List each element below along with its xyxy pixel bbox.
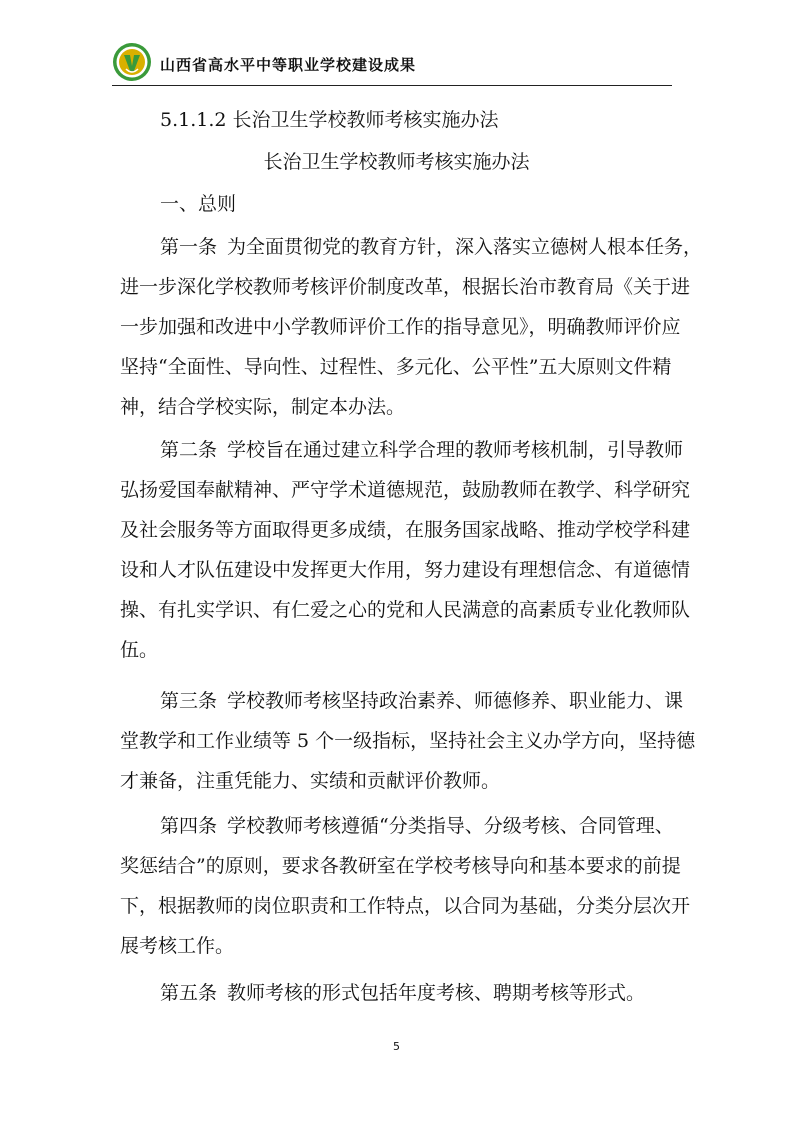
article-label: 第五条	[160, 982, 218, 1004]
header-divider	[112, 85, 672, 86]
article-line: 奖惩结合”的原则，要求各教研室在学校考核导向和基本要求的前提	[120, 855, 681, 877]
article-line: 操、有扎实学识、有仁爱之心的党和人民满意的高素质专业化教师队	[120, 599, 691, 621]
article-line: 一步加强和改进中小学教师评价工作的指导意见》，明确教师评价应	[120, 316, 681, 338]
article-5	[120, 973, 680, 1013]
article-line	[120, 227, 703, 267]
article-line: 下，根据教师的岗位职责和工作特点，以合同为基础，分类分层次开	[120, 895, 691, 917]
page-header	[112, 40, 672, 88]
article-3	[120, 681, 696, 801]
article-4	[120, 806, 691, 966]
document-title: 长治卫生学校教师考核实施办法	[263, 151, 530, 173]
header-title: 山西省高水平中等职业学校建设成果	[160, 56, 417, 74]
article-label: 第一条	[160, 236, 218, 258]
article-label: 第二条	[160, 439, 218, 461]
article-label: 第三条	[160, 690, 218, 712]
article-line: 弘扬爱国奉献精神、严守学术道德规范，鼓励教师在教学、科学研究	[120, 479, 691, 501]
article-line: 展考核工作。	[120, 935, 235, 957]
page-number: 5	[393, 1040, 400, 1053]
article-2	[120, 430, 691, 670]
article-line: 坚持“全面性、导向性、过程性、多元化、公平性”五大原则文件精	[120, 356, 672, 378]
article-text: 为全面贯彻党的教育方针，深入落实立德树人根本任务，	[227, 236, 703, 258]
article-text: 教师考核的形式包括年度考核、聘期考核等形式。	[227, 982, 646, 1004]
section-heading: 5.1.1.2 长治卫生学校教师考核实施办法	[160, 109, 499, 131]
article-line	[120, 973, 680, 1013]
article-text: 学校教师考核遵循“分类指导、分级考核、合同管理、	[227, 815, 674, 837]
article-line: 堂教学和工作业绩等 5 个一级指标，坚持社会主义办学方向，坚持德	[120, 730, 696, 752]
article-line: 神，结合学校实际，制定本办法。	[120, 396, 406, 418]
chapter-heading: 一、总则	[160, 193, 237, 215]
article-line: 设和人才队伍建设中发挥更大作用，努力建设有理想信念、有道德情	[120, 559, 691, 581]
article-text: 学校教师考核坚持政治素养、师德修养、职业能力、课	[227, 690, 684, 712]
article-line	[120, 681, 684, 721]
article-line: 及社会服务等方面取得更多成绩，在服务国家战略、推动学校学科建	[120, 519, 691, 541]
article-line	[120, 430, 684, 470]
article-line: 才兼备，注重凭能力、实绩和贡献评价教师。	[120, 770, 501, 792]
article-line: 伍。	[120, 639, 159, 661]
article-line: 进一步深化学校教师考核评价制度改革，根据长治市教育局《关于进	[120, 276, 691, 298]
article-line	[120, 806, 680, 846]
article-text: 学校旨在通过建立科学合理的教师考核机制，引导教师	[227, 439, 684, 461]
article-label: 第四条	[160, 815, 218, 837]
school-logo-icon	[112, 42, 152, 82]
article-1	[120, 227, 703, 427]
